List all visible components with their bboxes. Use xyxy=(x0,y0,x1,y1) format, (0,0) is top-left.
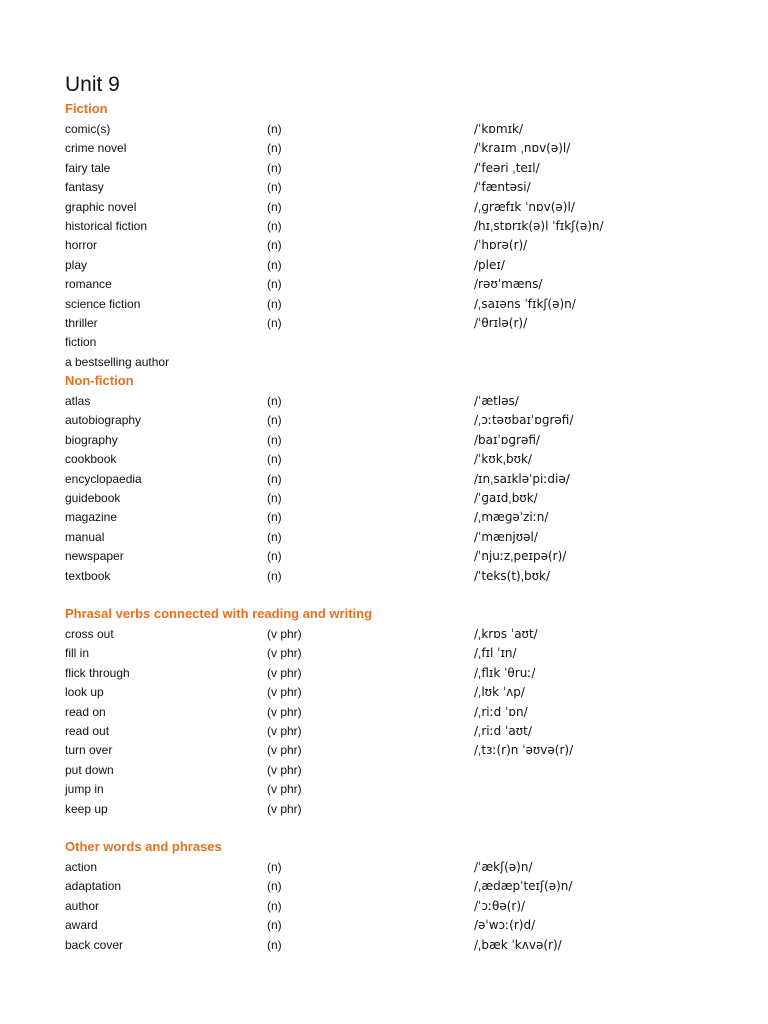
part-of-speech: (n) xyxy=(267,569,282,583)
vocab-word: back cover xyxy=(65,938,124,952)
pronunciation: /ˈteks(t)ˌbʊk/ xyxy=(474,569,551,583)
pronunciation: /ˌflɪk ˈθruː/ xyxy=(474,666,536,680)
vocab-row xyxy=(0,432,768,451)
vocab-word: magazine xyxy=(65,510,118,524)
part-of-speech: (n) xyxy=(267,161,282,175)
vocab-row xyxy=(0,315,768,334)
part-of-speech: (v phr) xyxy=(267,763,302,777)
pronunciation: /ɪnˌsaɪkləˈpiːdiə/ xyxy=(474,472,570,486)
part-of-speech: (n) xyxy=(267,491,282,505)
pronunciation: /ˈfeəri ˌteɪl/ xyxy=(474,161,540,175)
vocab-row xyxy=(0,937,768,956)
section-heading: Fiction xyxy=(65,101,108,116)
part-of-speech: (n) xyxy=(267,200,282,214)
part-of-speech: (v phr) xyxy=(267,782,302,796)
vocab-word: fantasy xyxy=(65,180,104,194)
vocab-row xyxy=(0,257,768,276)
part-of-speech: (v phr) xyxy=(267,685,302,699)
pronunciation: /rəʊˈmæns/ xyxy=(474,277,543,291)
vocab-word: biography xyxy=(65,433,118,447)
part-of-speech: (v phr) xyxy=(267,666,302,680)
vocab-word: manual xyxy=(65,530,105,544)
vocab-word: romance xyxy=(65,277,112,291)
vocab-row xyxy=(0,704,768,723)
vocab-row xyxy=(0,451,768,470)
vocab-row xyxy=(0,296,768,315)
vocab-row xyxy=(0,878,768,897)
pronunciation: /ˌædæpˈteɪʃ(ə)n/ xyxy=(474,879,573,893)
vocab-row xyxy=(0,121,768,140)
pronunciation: /ˌmæɡəˈziːn/ xyxy=(474,510,549,524)
part-of-speech: (n) xyxy=(267,452,282,466)
vocab-row xyxy=(0,762,768,781)
vocab-row xyxy=(0,917,768,936)
vocab-word: atlas xyxy=(65,394,91,408)
page-title: Unit 9 xyxy=(65,73,120,96)
pronunciation: /ˈkraɪm ˌnɒv(ə)l/ xyxy=(474,141,571,155)
vocab-row xyxy=(0,412,768,431)
part-of-speech: (v phr) xyxy=(267,646,302,660)
vocab-row xyxy=(0,626,768,645)
vocab-word: cross out xyxy=(65,627,114,641)
part-of-speech: (n) xyxy=(267,394,282,408)
vocab-row xyxy=(0,568,768,587)
part-of-speech: (n) xyxy=(267,899,282,913)
pronunciation: /ˈækʃ(ə)n/ xyxy=(474,860,533,874)
pronunciation: /ˈmænjʊəl/ xyxy=(474,530,538,544)
vocab-row xyxy=(0,509,768,528)
vocab-word: flick through xyxy=(65,666,130,680)
part-of-speech: (n) xyxy=(267,879,282,893)
vocab-row xyxy=(0,898,768,917)
vocab-word: thriller xyxy=(65,316,98,330)
vocab-word: fiction xyxy=(65,335,97,349)
vocab-row xyxy=(0,334,768,353)
vocab-row xyxy=(0,471,768,490)
vocab-row xyxy=(0,723,768,742)
vocab-word: award xyxy=(65,918,98,932)
vocab-word: fairy tale xyxy=(65,161,111,175)
vocab-word: crime novel xyxy=(65,141,127,155)
section-heading: Phrasal verbs connected with reading and writing xyxy=(65,606,373,621)
vocab-row xyxy=(0,742,768,761)
vocab-word: play xyxy=(65,258,88,272)
vocab-row xyxy=(0,529,768,548)
vocab-word: keep up xyxy=(65,802,108,816)
pronunciation: /ˈkʊkˌbʊk/ xyxy=(474,452,532,466)
vocab-row xyxy=(0,684,768,703)
pronunciation: /ˌsaɪəns ˈfɪkʃ(ə)n/ xyxy=(474,297,576,311)
pronunciation: /ˈɔːθə(r)/ xyxy=(474,899,526,913)
pronunciation: /ˈθrɪlə(r)/ xyxy=(474,316,528,330)
vocab-word: turn over xyxy=(65,743,113,757)
pronunciation: /ˈhɒrə(r)/ xyxy=(474,238,528,252)
part-of-speech: (n) xyxy=(267,316,282,330)
vocab-row xyxy=(0,393,768,412)
vocab-row xyxy=(0,276,768,295)
pronunciation: /pleɪ/ xyxy=(474,258,505,272)
vocab-word: guidebook xyxy=(65,491,121,505)
part-of-speech: (n) xyxy=(267,277,282,291)
vocab-row xyxy=(0,645,768,664)
part-of-speech: (v phr) xyxy=(267,802,302,816)
vocab-word: author xyxy=(65,899,100,913)
pronunciation: /əˈwɔː(r)d/ xyxy=(474,918,536,932)
part-of-speech: (v phr) xyxy=(267,743,302,757)
vocab-word: adaptation xyxy=(65,879,122,893)
pronunciation: /ˈfæntəsi/ xyxy=(474,180,531,194)
pronunciation: /ˈkɒmɪk/ xyxy=(474,122,524,136)
vocab-row xyxy=(0,781,768,800)
vocab-row xyxy=(0,354,768,373)
part-of-speech: (v phr) xyxy=(267,627,302,641)
part-of-speech: (n) xyxy=(267,141,282,155)
part-of-speech: (n) xyxy=(267,297,282,311)
vocab-word: historical fiction xyxy=(65,219,148,233)
vocab-word: graphic novel xyxy=(65,200,137,214)
pronunciation: /ˌbæk ˈkʌvə(r)/ xyxy=(474,938,562,952)
part-of-speech: (n) xyxy=(267,219,282,233)
part-of-speech: (n) xyxy=(267,413,282,427)
part-of-speech: (n) xyxy=(267,549,282,563)
part-of-speech: (n) xyxy=(267,472,282,486)
vocab-word: autobiography xyxy=(65,413,142,427)
vocab-word: textbook xyxy=(65,569,111,583)
vocab-row xyxy=(0,237,768,256)
pronunciation: /ˌtɜː(r)n ˈəʊvə(r)/ xyxy=(474,743,574,757)
pronunciation: /ˈɡaɪdˌbʊk/ xyxy=(474,491,538,505)
pronunciation: /ˌlʊk ˈʌp/ xyxy=(474,685,525,699)
pronunciation: /ˈnjuːzˌpeɪpə(r)/ xyxy=(474,549,567,563)
part-of-speech: (n) xyxy=(267,938,282,952)
vocab-word: science fiction xyxy=(65,297,141,311)
part-of-speech: (n) xyxy=(267,433,282,447)
part-of-speech: (v phr) xyxy=(267,705,302,719)
vocab-row xyxy=(0,140,768,159)
pronunciation: /ˌɡræfɪk ˈnɒv(ə)l/ xyxy=(474,200,575,214)
vocab-word: look up xyxy=(65,685,104,699)
vocab-row xyxy=(0,859,768,878)
vocab-word: a bestselling author xyxy=(65,355,170,369)
vocab-word: read on xyxy=(65,705,106,719)
part-of-speech: (n) xyxy=(267,180,282,194)
vocab-word: comic(s) xyxy=(65,122,111,136)
pronunciation: /ˌkrɒs ˈaʊt/ xyxy=(474,627,538,641)
pronunciation: /ˌriːd ˈɒn/ xyxy=(474,705,528,719)
vocab-word: horror xyxy=(65,238,98,252)
vocab-word: action xyxy=(65,860,98,874)
pronunciation: /ˈætləs/ xyxy=(474,394,519,408)
vocab-word: newspaper xyxy=(65,549,124,563)
vocab-row xyxy=(0,160,768,179)
part-of-speech: (n) xyxy=(267,258,282,272)
section-heading: Other words and phrases xyxy=(65,839,222,854)
pronunciation: /ˌfɪl ˈɪn/ xyxy=(474,646,517,660)
pronunciation: /ˌriːd ˈaʊt/ xyxy=(474,724,532,738)
pronunciation: /baɪˈɒɡrəfi/ xyxy=(474,433,540,447)
vocab-word: jump in xyxy=(65,782,104,796)
vocab-row xyxy=(0,548,768,567)
pronunciation: /hɪˌstɒrɪk(ə)l ˈfɪkʃ(ə)n/ xyxy=(474,219,604,233)
vocab-word: read out xyxy=(65,724,110,738)
vocab-word: fill in xyxy=(65,646,90,660)
vocab-row xyxy=(0,490,768,509)
vocab-row xyxy=(0,218,768,237)
part-of-speech: (n) xyxy=(267,510,282,524)
part-of-speech: (n) xyxy=(267,238,282,252)
part-of-speech: (n) xyxy=(267,918,282,932)
vocab-word: put down xyxy=(65,763,114,777)
vocab-row xyxy=(0,665,768,684)
vocab-row xyxy=(0,179,768,198)
pronunciation: /ˌɔːtəʊbaɪˈɒɡrəfi/ xyxy=(474,413,574,427)
part-of-speech: (n) xyxy=(267,530,282,544)
vocab-row xyxy=(0,199,768,218)
part-of-speech: (n) xyxy=(267,860,282,874)
part-of-speech: (n) xyxy=(267,122,282,136)
vocab-row xyxy=(0,801,768,820)
part-of-speech: (v phr) xyxy=(267,724,302,738)
section-heading: Non-fiction xyxy=(65,373,134,388)
vocab-word: encyclopaedia xyxy=(65,472,142,486)
vocab-word: cookbook xyxy=(65,452,117,466)
